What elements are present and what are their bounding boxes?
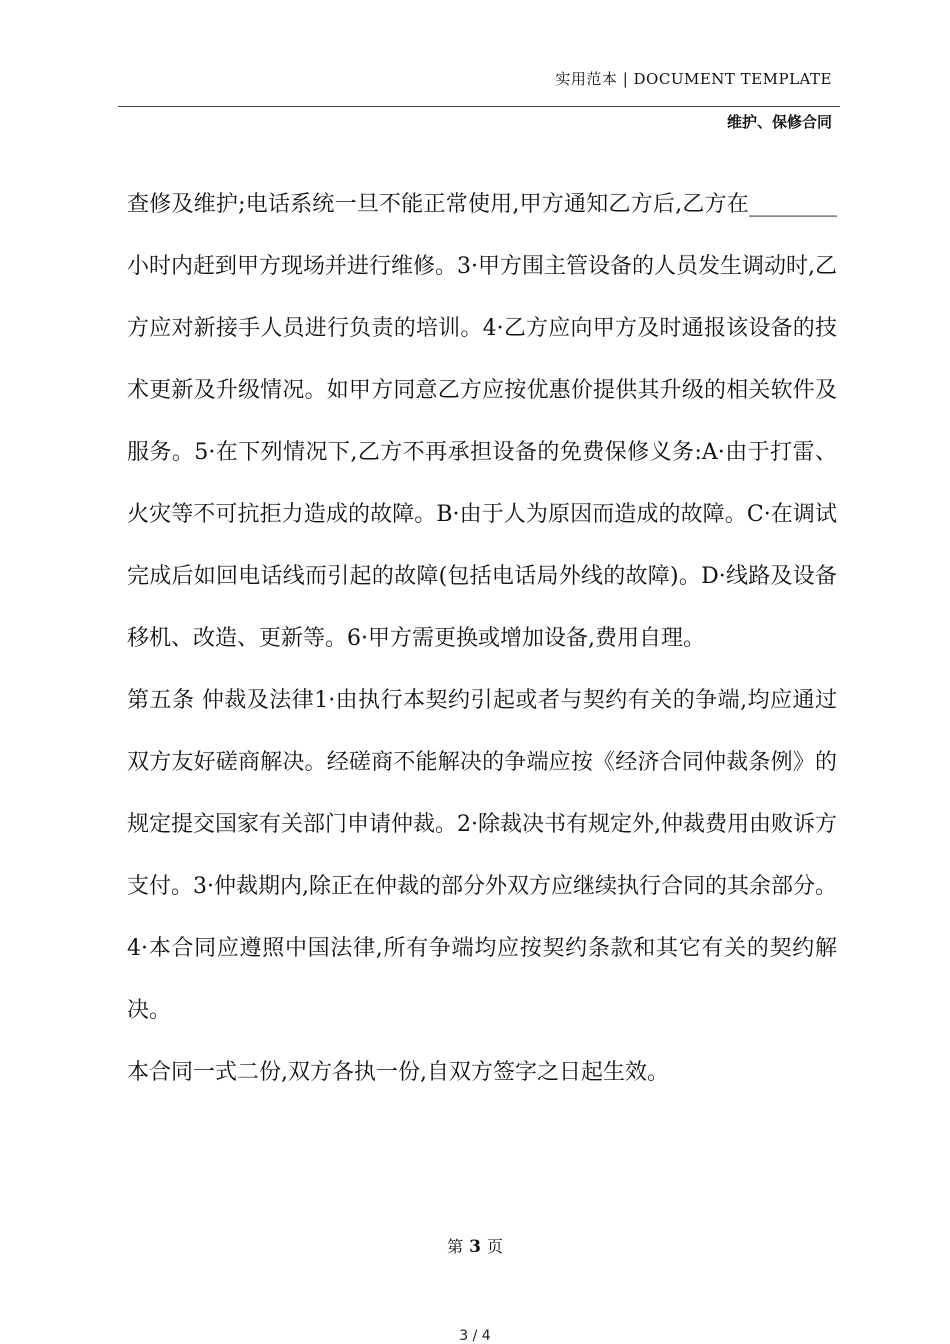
page-number-label [0,1234,950,1257]
document-body [127,174,837,1104]
body-paragraph-effectiveness: 本合同一式二份,双方各执一份,自双方签字之日起生效。 [127,1060,669,1085]
page-indicator: 3 / 4 [459,1328,491,1344]
header-divider [118,106,840,107]
body-paragraph-maintenance: 查修及维护;电话系统一旦不能正常使用,甲方通知乙方后,乙方在________小时内赶到甲方现场并进行维修。3·甲方围主管设备的人员发生调动时,乙方应对新接手人员进行负责的培训。4·乙方应向甲方及时通报该设备的技术更新及升级情况。如甲方同意乙方应按优惠价提供其升级的相关软件及服务。5·在下列情况下,乙方不再承担设备的免费保修义务:A·由于打雷、火灾等不可抗拒力造成的故障。B·由于人为原因而造成的故障。C·在调试完成后如回电话线而引起的故障(包括电话局外线的故障)。D·线路及设备移机、改造、更新等。6·甲方需更换或增加设备,费用自理。 [127,192,837,651]
document-header-subtitle: 维护、保修合同 [726,113,832,131]
page-prefix: 第 [447,1237,464,1256]
body-paragraph-arbitration: 第五条 仲裁及法律1·由执行本契约引起或者与契约有关的争端,均应通过双方友好磋商解决。经磋商不能解决的争端应按《经济合同仲裁条例》的规定提交国家有关部门申请仲裁。2·除裁决书有规定外,仲裁费用由败诉方支付。3·仲裁期内,除正在仲裁的部分外双方应继续执行合同的其余部分。4·本合同应遵照中国法律,所有争端均应按契约条款和其它有关的契约解决。 [127,688,837,1023]
document-header-title: 实用范本 | DOCUMENT TEMPLATE [555,70,832,88]
page-suffix: 页 [486,1237,503,1256]
page-number: 3 [469,1237,481,1257]
